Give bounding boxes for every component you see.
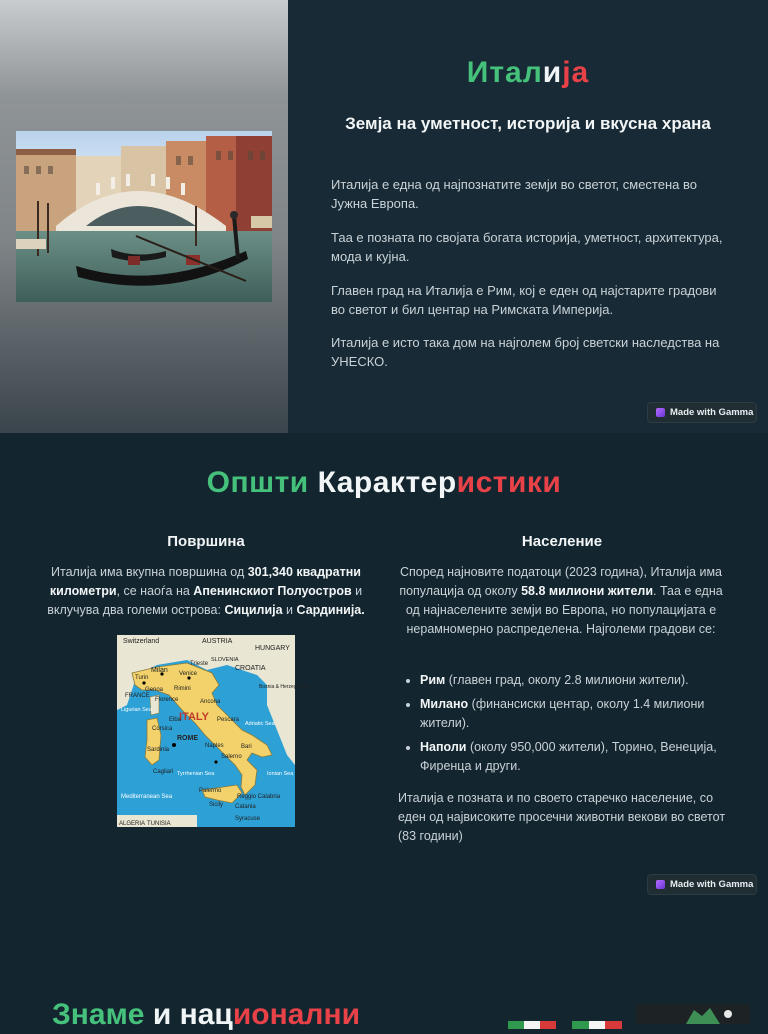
area-value: 301,340 квадратни километри (49, 565, 361, 598)
city-name: Рим (420, 673, 446, 687)
map-label: Corsica (152, 726, 173, 732)
gamma-logo-icon (656, 880, 665, 889)
map-label: Pescara (217, 717, 240, 723)
slide-intro (0, 0, 768, 433)
map-label: Ionian Sea (267, 771, 294, 777)
map-label: Bosnia & Herzegovina (259, 684, 309, 690)
made-with-gamma-badge[interactable] (647, 402, 757, 423)
population-heading: Население (521, 533, 603, 550)
city-desc: (околу 950,000 жители), Торино, Венеција, Фиренца и други. (420, 740, 717, 773)
population-text (396, 563, 726, 639)
area-text-part: и вклучува два големи острова: (47, 584, 363, 617)
map-label: ROME (177, 735, 198, 742)
badge-label: Made with Gamma (670, 407, 754, 418)
slide-title-italy (288, 56, 768, 90)
city-name: Милано (420, 697, 469, 711)
map-label: Palermo (199, 788, 222, 794)
title-part-red: ја (562, 56, 590, 89)
intro-paragraph: Главен град на Италија е Рим, кој е еден од најстарите градови во светот и бил центар на Римската Империја. (331, 283, 717, 317)
map-label: Ligurian Sea (121, 707, 152, 713)
map-label: SLOVENIA (211, 657, 239, 663)
map-label: Bari (241, 744, 252, 750)
italy-map (117, 635, 309, 827)
map-label: Venice (179, 671, 198, 677)
slide-subtitle: Земја на уметност, историја и вкусна храна (345, 114, 711, 133)
map-label: Salerno (221, 754, 242, 760)
title-part-green: Итал (466, 56, 543, 89)
map-label: Elba (169, 717, 182, 723)
map-label: Tyrrhenian Sea (177, 771, 215, 777)
island-name: Сицилија (224, 603, 283, 617)
image-panel (0, 0, 288, 433)
map-label: Sardinia (147, 747, 170, 753)
title-part-white: Карактер (317, 466, 457, 499)
map-label: Rimini (174, 686, 191, 692)
island-name: Сардинија. (296, 603, 365, 617)
city-item (420, 671, 720, 690)
map-label: Switzerland (123, 638, 160, 645)
map-label: FRANCE (125, 693, 150, 699)
title-part-white: и (542, 56, 563, 89)
slide-title-characteristics (0, 466, 768, 500)
map-label: Genoa (145, 687, 164, 693)
map-label: ALGERIA (119, 821, 146, 827)
map-label: Syracuse (235, 816, 261, 822)
badge-label: Made with Gamma (670, 879, 754, 890)
map-label: Cagliari (153, 769, 174, 775)
italian-flag-image (572, 1016, 622, 1024)
peninsula-name: Апенинскиот Полуостров (193, 584, 352, 598)
intro-paragraph: Таа е позната по својата богата историја, уметност, архитектура, мода и кујна. (331, 230, 723, 264)
map-label: AUSTRIA (202, 638, 233, 645)
title-part-green: Знаме (52, 998, 145, 1031)
area-text-part: , се наоѓа на (116, 584, 194, 598)
area-text (40, 563, 372, 620)
map-label: Turin (135, 675, 149, 681)
title-part-white: и нац (144, 998, 233, 1031)
intro-paragraph: Италија е една од најпознатите земји во светот, сместена во Јужна Европа. (331, 177, 697, 211)
city-name: Наполи (420, 740, 467, 754)
map-label: Mediterranean Sea (121, 794, 173, 800)
city-desc: (финансиски центар, околу 1.4 милиони жители). (420, 697, 705, 730)
population-value: 58.8 милиони жители (521, 584, 654, 598)
map-label: Reggio Calabria (237, 794, 281, 800)
map-label: Sicily (209, 802, 224, 808)
map-label: Florence (155, 697, 179, 703)
title-part-red: ионални (232, 998, 361, 1031)
title-part-green: Општи (206, 466, 309, 499)
map-label: Ancona (200, 699, 221, 705)
area-heading: Површина (167, 533, 245, 550)
title-part-red: истики (456, 466, 562, 499)
map-label: Milan (151, 667, 168, 674)
gamma-logo-icon (656, 408, 665, 417)
area-text-part: Италија има вкупна површина од (51, 565, 248, 579)
population-text-part: . Таа е една од најнаселените земји во Европа, но популацијата е нерамномерно распределена. Најголеми градови се: (405, 584, 723, 636)
map-label: TUNISIA (147, 821, 171, 827)
map-label: ITALY (179, 711, 209, 723)
intro-paragraph: Италија е исто така дом на најголем број светски наследства на УНЕСКО. (331, 335, 720, 369)
emblem-image (636, 1004, 750, 1024)
map-label: Trieste (190, 661, 209, 667)
city-item (420, 695, 720, 733)
city-item (420, 738, 720, 776)
italian-flag-image (508, 1016, 556, 1024)
city-desc: (главен град, околу 2.8 милиони жители). (445, 673, 689, 687)
slide-title-flag (52, 998, 360, 1032)
map-label: CROATIA (235, 665, 266, 672)
city-list (400, 671, 720, 781)
venice-rialto-photo (16, 131, 272, 302)
population-text-part: Според најновите податоци (2023 година), Италија има популација од околу (399, 565, 722, 598)
area-text-part: и (282, 603, 297, 617)
map-label: HUNGARY (255, 645, 290, 652)
population-footer: Италија е позната и по своето старечко население, со еден од највисоките просечни животни векови во светот (83 години) (398, 791, 726, 843)
map-label: Naples (205, 743, 224, 749)
made-with-gamma-badge[interactable] (647, 874, 757, 895)
map-label: Adriatic Sea (245, 721, 275, 727)
map-label: Catania (235, 804, 256, 810)
